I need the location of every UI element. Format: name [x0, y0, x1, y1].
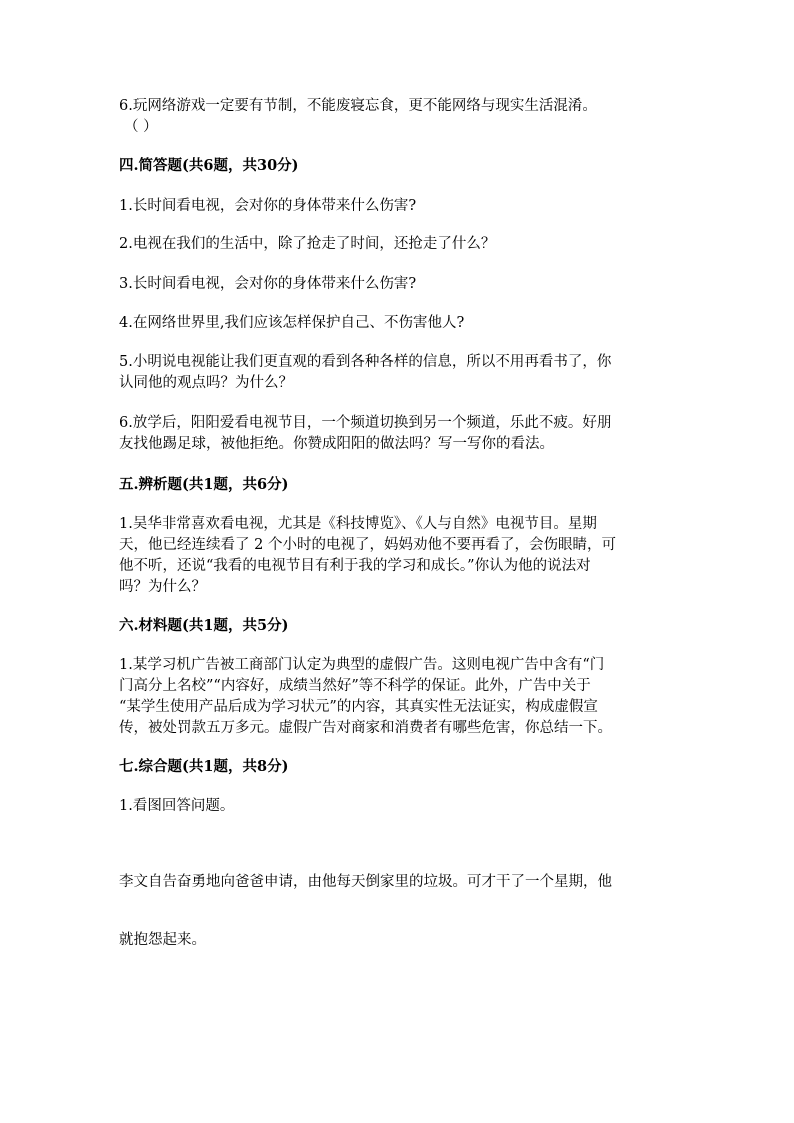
question-text: 传，被处罚款五万多元。虚假广告对商家和消费者有哪些危害，你总结一下。: [119, 720, 612, 736]
section-heading: 七.综合题(共1题，共8分): [119, 758, 289, 775]
question-text: 2.电视在我们的生活中，除了抢走了时间，还抢走了什么？: [119, 236, 496, 252]
question-text: 友找他踢足球，被他拒绝。你赞成阳阳的做法吗？写一写你的看法。: [119, 436, 554, 452]
question-text: 门高分上名校”“内容好，成绩当然好”等不科学的保证。此外，广告中关于: [119, 678, 591, 694]
question-text: 4.在网络世界里,我们应该怎样保护自己、不伤害他人?: [119, 315, 465, 331]
section-heading: 五.辨析题(共1题，共6分): [119, 476, 289, 493]
question-text: 吗？为什么？: [119, 579, 206, 595]
question-text: “某学生使用产品后成为学习状元”的内容，其真实性无法证实，构成虚假宣: [119, 699, 598, 715]
question-text: 天，他已经连续看了 2 个小时的电视了，妈妈劝他不要再看了，会伤眼睛，可: [119, 537, 616, 553]
question-text: 认同他的观点吗？为什么？: [119, 375, 293, 391]
question-text: 5.小明说电视能让我们更直观的看到各种各样的信息，所以不用再看书了，你: [119, 354, 612, 370]
section-heading: 四.简答题(共6题，共30分): [119, 157, 299, 174]
answer-blank: （ ）: [124, 119, 158, 135]
question-text: 1.某学习机广告被工商部门认定为典型的虚假广告。这则电视广告中含有“门: [119, 657, 605, 673]
question-text: 6.放学后，阳阳爱看电视节目，一个频道切换到另一个频道，乐此不疲。好朋: [119, 415, 612, 431]
question-text: 6.玩网络游戏一定要有节制，不能废寝忘食，更不能网络与现实生活混淆。: [119, 98, 597, 114]
passage-text: 李文自告奋勇地向爸爸申请，由他每天倒家里的垃圾。可才干了一个星期，他: [119, 874, 612, 890]
section-heading: 六.材料题(共1题，共5分): [119, 617, 289, 634]
question-text: 3.长时间看电视，会对你的身体带来什么伤害?: [119, 276, 417, 292]
question-text: 他不听，还说“我看的电视节目有利于我的学习和成长。”你认为他的说法对: [119, 558, 591, 574]
question-text: 1.长时间看电视，会对你的身体带来什么伤害?: [119, 198, 417, 214]
question-text: 1.看图回答问题。: [119, 798, 235, 814]
passage-text: 就抱怨起来。: [119, 932, 206, 948]
question-text: 1.吴华非常喜欢看电视，尤其是《科技博览》、《人与自然》电视节目。星期: [119, 516, 597, 532]
